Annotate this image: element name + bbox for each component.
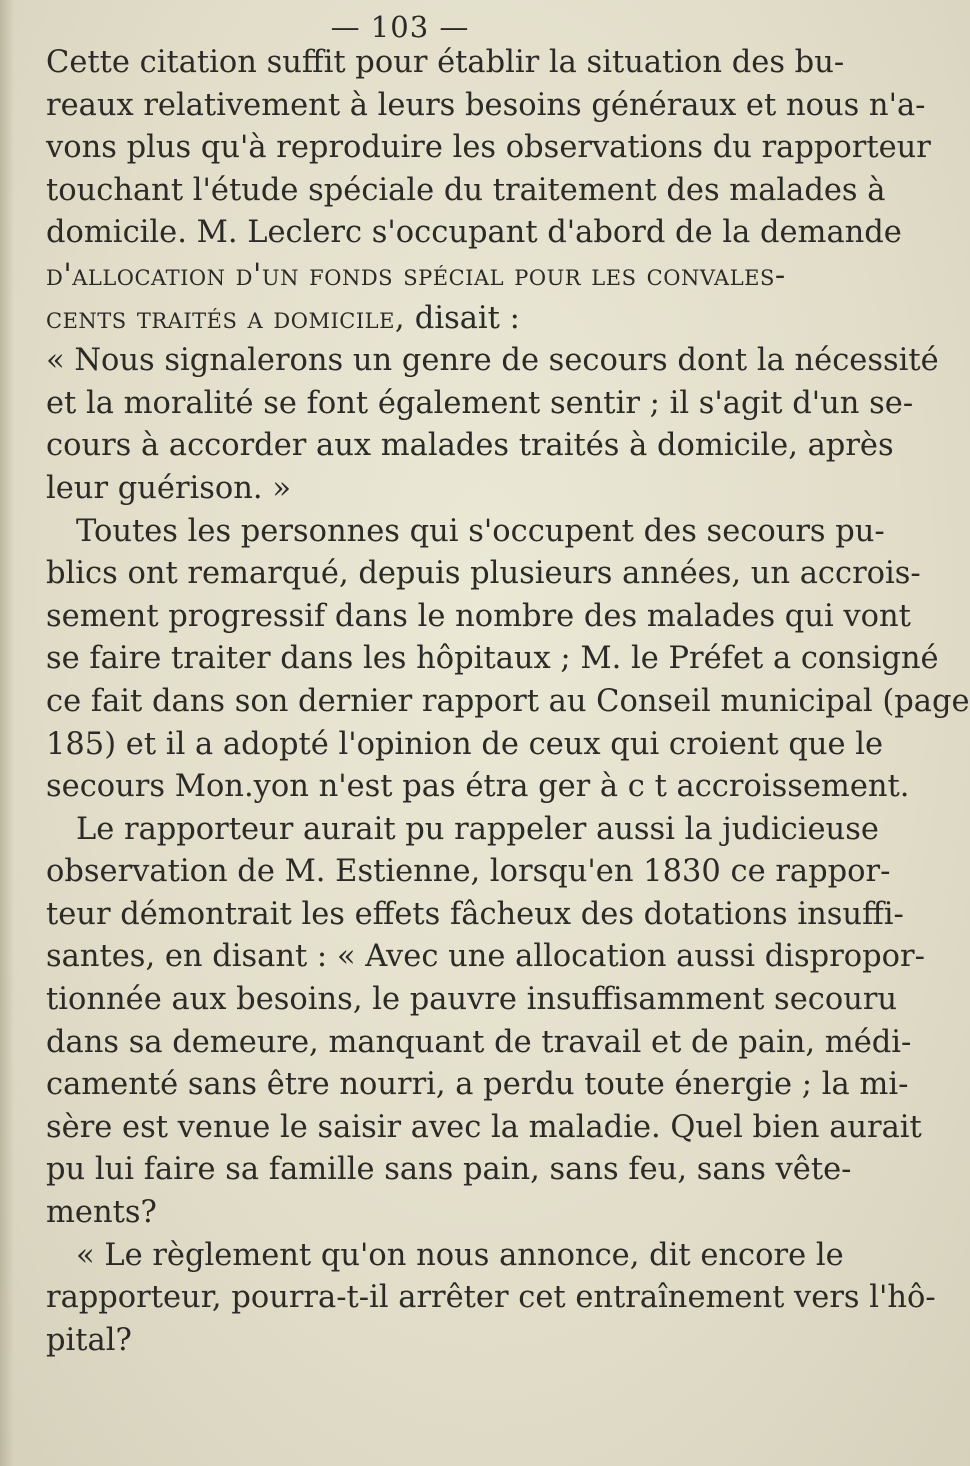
text-line: et la moralité se font également sentir ; il s'agit d'un se-: [46, 385, 914, 421]
text-line: dans sa demeure, manquant de travail et de pain, médi-: [46, 1024, 912, 1060]
text-line: sement progressif dans le nombre des malades qui vont: [46, 598, 911, 634]
page-number: — 103 —: [330, 10, 470, 44]
text-line: « Le règlement qu'on nous annonce, dit encore le: [76, 1237, 844, 1273]
text-line: reaux relativement à leurs besoins généraux et nous n'a-: [46, 87, 926, 123]
text-line-small-caps: d'allocation d'un fonds spécial pour les convales-: [46, 257, 786, 293]
text-tail: disait :: [405, 300, 520, 336]
text-line: santes, en disant : « Avec une allocation aussi dispropor-: [46, 939, 925, 975]
text-line: touchant l'étude spéciale du traitement des malades à: [46, 172, 886, 208]
text-line: Le rapporteur aurait pu rappeler aussi la judicieuse: [76, 811, 879, 847]
text-line: camenté sans être nourri, a perdu toute énergie ; la mi-: [46, 1067, 909, 1103]
text-line: observation de M. Estienne, lorsqu'en 1830 ce rappor-: [46, 854, 891, 890]
text-line: ments?: [46, 1195, 157, 1231]
text-line: teur démontrait les effets fâcheux des dotations insuffi-: [46, 896, 904, 932]
text-line: tionnée aux besoins, le pauvre insuffisamment secouru: [46, 982, 898, 1018]
text-line: domicile. M. Leclerc s'occupant d'abord de la demande: [46, 215, 902, 251]
small-caps-heading: cents traités a domicile,: [46, 300, 406, 336]
page-edge-shadow: [0, 0, 14, 1466]
text-line: pital?: [46, 1322, 132, 1358]
text-line: 185) et il a adopté l'opinion de ceux qui croient que le: [46, 726, 884, 762]
body-text: [46, 42, 970, 1362]
text-line: blics ont remarqué, depuis plusieurs années, un accrois-: [46, 556, 921, 592]
text-line: Toutes les personnes qui s'occupent des secours pu-: [76, 513, 885, 549]
text-line: vons plus qu'à reproduire les observations du rapporteur: [46, 130, 931, 166]
text-line: « Nous signalerons un genre de secours dont la nécessité: [46, 343, 939, 379]
text-line: se faire traiter dans les hôpitaux ; M. le Préfet a consigné: [46, 641, 939, 677]
text-line: [46, 298, 776, 341]
text-line: secours Mon.yon n'est pas étra ger à c t accroissement.: [46, 769, 910, 805]
text-line: pu lui faire sa famille sans pain, sans feu, sans vête-: [46, 1152, 852, 1188]
text-line: leur guérison. »: [46, 470, 291, 506]
text-line: ce fait dans son dernier rapport au Conseil municipal (page: [46, 683, 970, 719]
text-line: cours à accorder aux malades traités à domicile, après: [46, 428, 894, 464]
text-line: rapporteur, pourra-t-il arrêter cet entraînement vers l'hô-: [46, 1280, 936, 1316]
text-line: Cette citation suffit pour établir la situation des bu-: [46, 45, 845, 80]
text-line: sère est venue le saisir avec la maladie. Quel bien aurait: [46, 1109, 922, 1145]
